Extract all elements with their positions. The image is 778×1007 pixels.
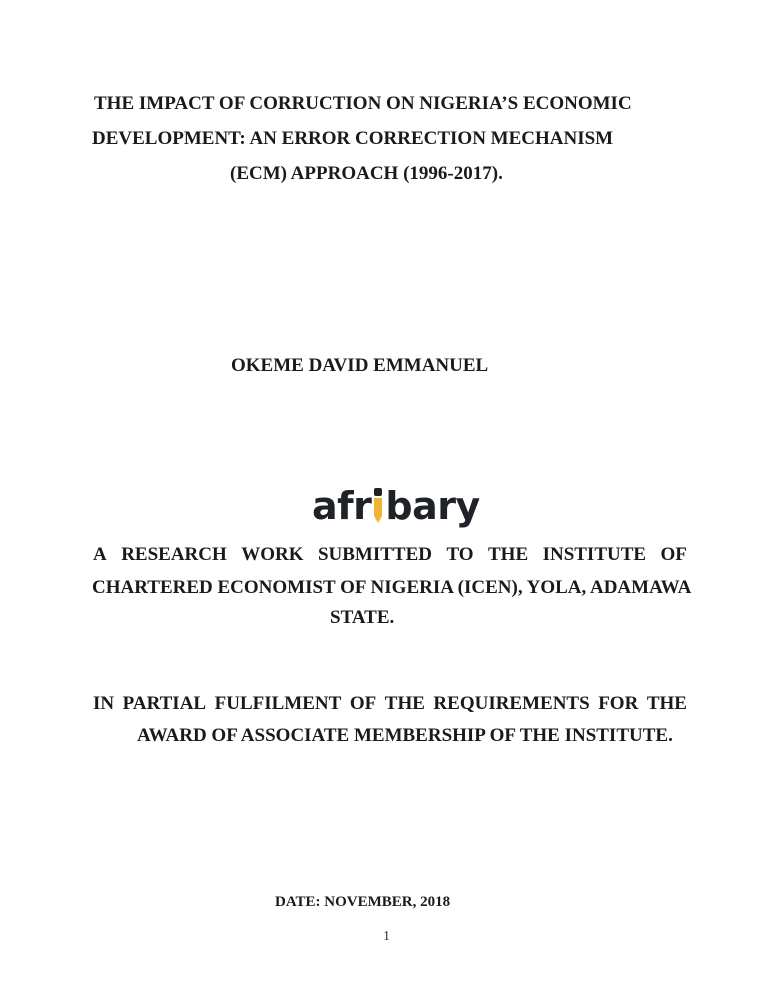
word: PARTIAL <box>122 693 207 714</box>
word: THE <box>646 693 687 714</box>
word: THE <box>384 693 425 714</box>
purpose-line-2: AWARD OF ASSOCIATE MEMBERSHIP OF THE INSTITUTE. <box>137 725 673 746</box>
word: SUBMITTED <box>317 544 432 565</box>
word: RESEARCH <box>121 544 227 565</box>
word: THE <box>488 544 529 565</box>
word: INSTITUTE <box>542 544 647 565</box>
submission-line-3: STATE. <box>330 607 395 628</box>
word: TO <box>446 544 474 565</box>
word: WORK <box>241 544 304 565</box>
word: IN <box>93 693 115 714</box>
word: REQUIREMENTS <box>433 693 590 714</box>
logo-text-end: bary <box>385 484 480 528</box>
word: FOR <box>598 693 639 714</box>
word: OF <box>349 693 377 714</box>
word: OF <box>660 544 687 565</box>
title-line-3: (ECM) APPROACH (1996-2017). <box>230 163 503 184</box>
purpose-line-1 <box>93 692 687 716</box>
title-line-2: DEVELOPMENT: AN ERROR CORRECTION MECHANISM <box>92 128 614 149</box>
submission-date: DATE: NOVEMBER, 2018 <box>275 894 451 910</box>
title-line-1: THE IMPACT OF CORRUCTION ON NIGERIA’S ECONOMIC <box>94 93 632 114</box>
submission-line-1 <box>93 543 687 567</box>
page-number: 1 <box>383 929 390 944</box>
afribary-logo <box>312 480 480 526</box>
logo-text-start: afr <box>312 484 372 528</box>
pencil-icon <box>373 488 383 522</box>
word: FULFILMENT <box>214 693 342 714</box>
word: A <box>93 544 107 565</box>
author-name: OKEME DAVID EMMANUEL <box>231 355 489 376</box>
submission-line-2: CHARTERED ECONOMIST OF NIGERIA (ICEN), YOLA, ADAMAWA <box>92 577 692 598</box>
